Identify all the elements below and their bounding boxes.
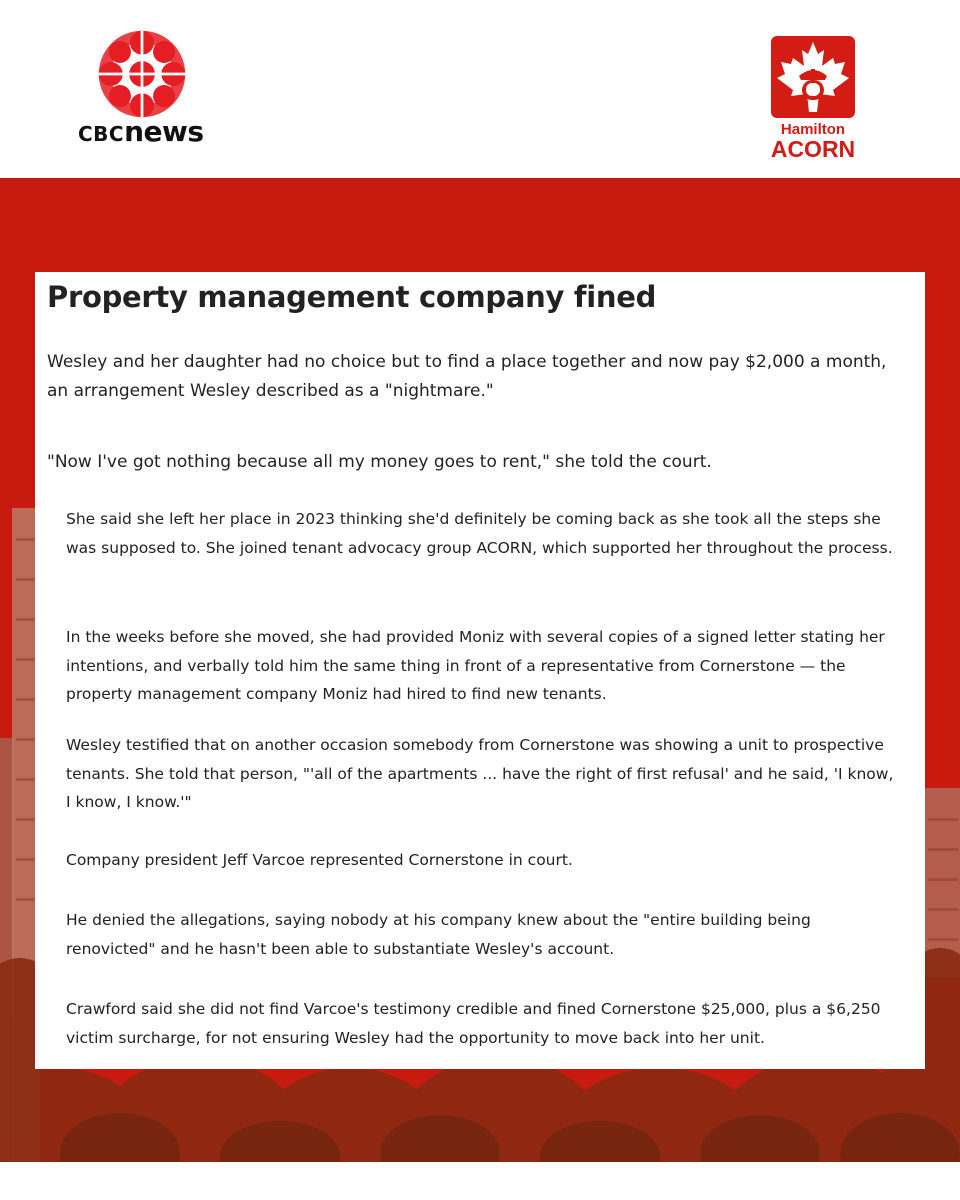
article-paragraph: She said she left her place in 2023 thinking she'd definitely be coming back as she took all the steps she was supposed to. She joined tenant advocacy group ACORN, which supported her throughout the process. <box>66 510 893 557</box>
article-paragraph: Crawford said she did not find Varcoe's testimony credible and fined Cornerstone $25,000, plus a $6,250 victim surcharge, for not ensuring Wesley had the opportunity to move back into her unit. <box>66 1000 881 1047</box>
cbc-news-wordmark: CBCnews <box>78 115 204 148</box>
acorn-city-label: Hamilton <box>780 121 846 138</box>
header <box>0 0 960 178</box>
article-paragraph: Wesley and her daughter had no choice but to find a place together and now pay $2,000 a month, an arrangement Wesley described as a "nightmare." <box>47 352 887 401</box>
article-paragraph: "Now I've got nothing because all my money goes to rent," she told the court. <box>47 452 712 472</box>
article-paragraph: Wesley testified that on another occasion somebody from Cornerstone was showing a unit to prospective tenants. She told that person, "'all of the apartments ... have the right of first refusal' and he said, 'I know, I know, I know.'" <box>66 736 894 811</box>
cbc-gem-icon <box>96 28 188 120</box>
article-paragraph: In the weeks before she moved, she had provided Moniz with several copies of a signed letter stating her intentions, and verbally told him the same thing in front of a representative from Cornerstone — the property management company Moniz had hired to find new tenants. <box>66 628 885 703</box>
footer-strip <box>0 1162 960 1200</box>
article-paragraph: Company president Jeff Varcoe represented Cornerstone in court. <box>66 851 573 869</box>
article-paragraph: He denied the allegations, saying nobody at his company knew about the "entire building being renovicted" and he hasn't been able to substantiate Wesley's account. <box>66 911 811 958</box>
cbc-news-logo <box>78 28 210 152</box>
acorn-name-label: ACORN <box>770 136 856 162</box>
maple-leaf-acorn-icon <box>771 36 855 118</box>
acorn-badge <box>771 36 855 118</box>
hamilton-acorn-logo <box>770 36 856 162</box>
article-title: Property management company fined <box>47 280 657 314</box>
article-card <box>35 272 925 1069</box>
